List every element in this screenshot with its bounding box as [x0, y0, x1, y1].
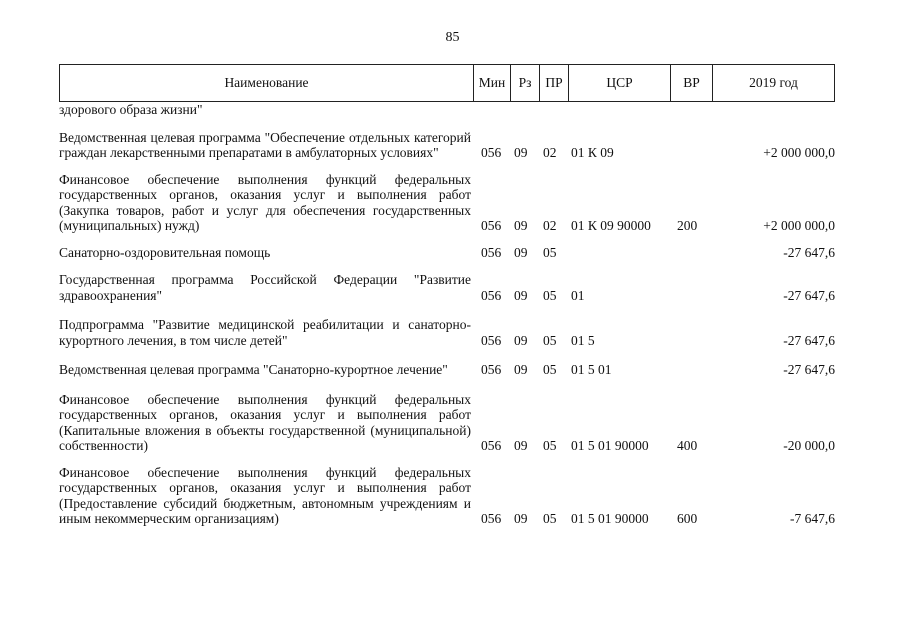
row-sum: -27 647,6: [783, 362, 835, 377]
row-rz: 09: [514, 511, 528, 526]
row-pr: 05: [543, 438, 557, 453]
table-row: [59, 465, 835, 527]
row-pr: 02: [543, 145, 557, 160]
table-row: [59, 172, 835, 234]
row-min: 056: [481, 332, 502, 348]
table-row: [59, 362, 835, 378]
row-name: Санаторно-оздоровительная помощь: [59, 244, 271, 260]
row-csr: 01 5: [571, 332, 595, 348]
row-csr: 01 5 01 90000: [571, 511, 649, 526]
row-min: 056: [481, 244, 502, 260]
header-rz: Рз: [510, 65, 539, 101]
row-sum: -7 647,6: [790, 511, 835, 526]
row-name: Государственная программа Российской Федерации "Развитие здравоохранения": [59, 272, 471, 303]
header-year: 2019 год: [712, 65, 834, 101]
row-name: Ведомственная целевая программа "Обеспечение отдельных категорий граждан лекарственными препаратами в амбулаторных условиях": [59, 129, 471, 160]
row-sum: -27 647,6: [783, 244, 835, 260]
row-vr: 400: [677, 438, 698, 453]
row-name: здорового образа жизни": [59, 102, 203, 117]
row-vr: 200: [677, 218, 698, 233]
row-pr: 05: [543, 244, 557, 260]
table-row: [59, 272, 835, 303]
table-row: [59, 245, 835, 261]
row-rz: 09: [514, 287, 528, 303]
table-row: [59, 130, 835, 161]
row-rz: 09: [514, 332, 528, 348]
row-csr: 01 5 01 90000: [571, 438, 649, 453]
row-name: Подпрограмма "Развитие медицинской реабилитации и санаторно-курортного лечения, в том числе детей": [59, 317, 471, 348]
row-pr: 05: [543, 362, 557, 377]
row-sum: -27 647,6: [783, 332, 835, 348]
row-min: 056: [481, 218, 502, 233]
row-name: Финансовое обеспечение выполнения функций федеральных государственных органов, оказания услуг и выполнения работ (Капитальные вложения в объекты государственной (муниципальной) собственности): [59, 391, 471, 453]
row-sum: -27 647,6: [783, 287, 835, 303]
row-pr: 05: [543, 332, 557, 348]
table-body: [59, 102, 835, 527]
row-min: 056: [481, 145, 502, 160]
row-vr: 600: [677, 511, 698, 526]
row-min: 056: [481, 438, 502, 453]
row-sum: -20 000,0: [783, 438, 835, 453]
row-csr: 01: [571, 287, 585, 303]
row-pr: 02: [543, 218, 557, 233]
row-name: Ведомственная целевая программа "Санаторно-курортное лечение": [59, 362, 448, 377]
row-pr: 05: [543, 287, 557, 303]
header-vr: ВР: [670, 65, 712, 101]
header-csr: ЦСР: [568, 65, 670, 101]
table-header: [59, 64, 835, 102]
row-csr: 01 К 09: [571, 145, 614, 160]
row-name: Финансовое обеспечение выполнения функций федеральных государственных органов, оказания услуг и выполнения работ (Закупка товаров, работ и услуг для обеспечения государственных (муниципальных) нужд): [59, 171, 471, 233]
header-min: Мин: [473, 65, 510, 101]
row-sum: +2 000 000,0: [763, 218, 835, 233]
table-row: [59, 102, 835, 118]
header-pr: ПР: [539, 65, 568, 101]
row-csr: 01 5 01: [571, 362, 612, 377]
row-min: 056: [481, 287, 502, 303]
row-rz: 09: [514, 362, 528, 377]
table-row: [59, 317, 835, 348]
row-pr: 05: [543, 511, 557, 526]
table-row: [59, 392, 835, 454]
header-name: Наименование: [224, 75, 309, 90]
row-min: 056: [481, 362, 502, 377]
row-rz: 09: [514, 145, 528, 160]
row-rz: 09: [514, 244, 528, 260]
row-min: 056: [481, 511, 502, 526]
row-csr: 01 К 09 90000: [571, 218, 651, 233]
row-rz: 09: [514, 218, 528, 233]
row-sum: +2 000 000,0: [763, 145, 835, 160]
row-rz: 09: [514, 438, 528, 453]
page-number: 85: [445, 30, 460, 45]
row-name: Финансовое обеспечение выполнения функций федеральных государственных органов, оказания услуг и выполнения работ (Предоставление субсидий бюджетным, автономным учреждениям и иным некоммерческим организациям): [59, 464, 471, 526]
